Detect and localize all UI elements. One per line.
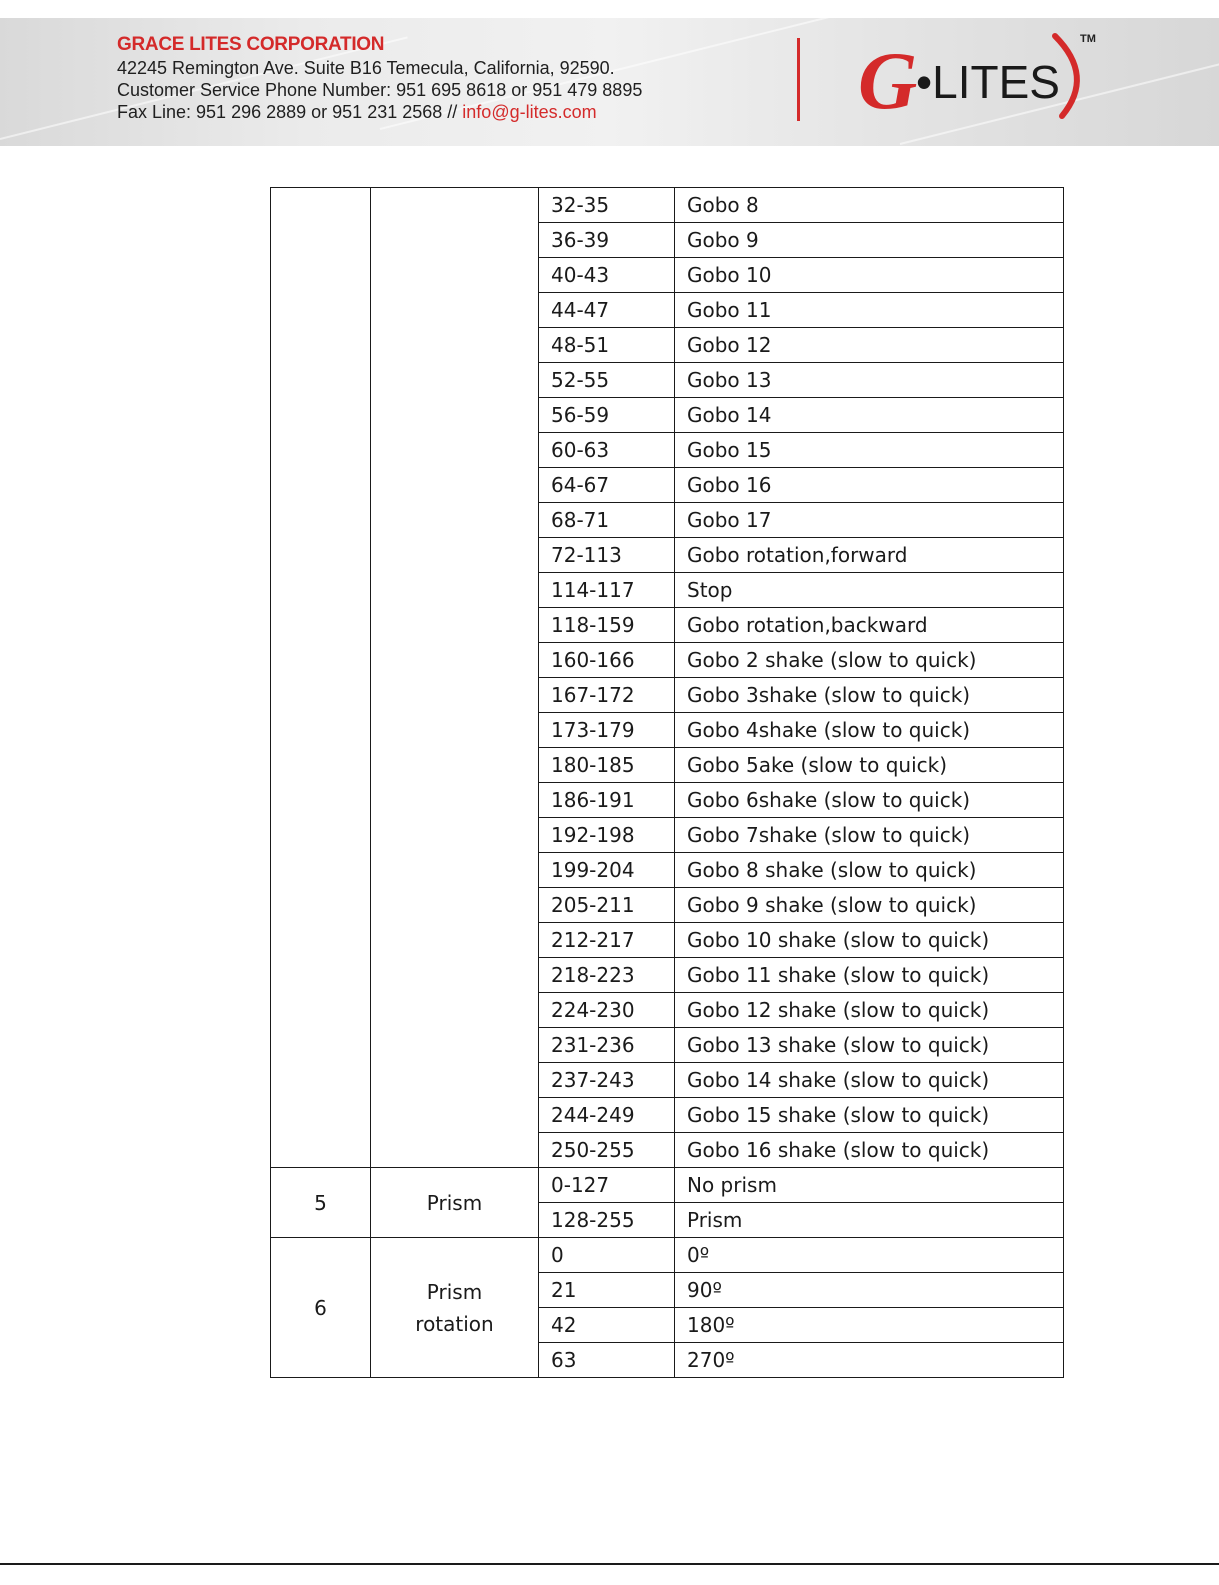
dmx-value-cell: 48-51	[539, 328, 675, 363]
dmx-value-cell: 167-172	[539, 678, 675, 713]
description-cell: Gobo 16	[675, 468, 1064, 503]
description-cell: Gobo 11 shake (slow to quick)	[675, 958, 1064, 993]
description-cell: Gobo 4shake (slow to quick)	[675, 713, 1064, 748]
dmx-value-cell: 128-255	[539, 1203, 675, 1238]
dmx-value-cell: 56-59	[539, 398, 675, 433]
table-row	[271, 1168, 1064, 1203]
dmx-channel-table	[270, 187, 1064, 1378]
dmx-value-cell: 199-204	[539, 853, 675, 888]
dmx-value-cell: 114-117	[539, 573, 675, 608]
description-cell: Gobo 13	[675, 363, 1064, 398]
dmx-value-cell: 180-185	[539, 748, 675, 783]
description-cell: Gobo 12 shake (slow to quick)	[675, 993, 1064, 1028]
description-cell: Gobo 10	[675, 258, 1064, 293]
description-cell: Gobo 12	[675, 328, 1064, 363]
letterhead	[0, 18, 1219, 146]
company-fax-line	[117, 102, 597, 123]
channel-number-cell: 6	[271, 1238, 371, 1378]
description-cell: Gobo 6shake (slow to quick)	[675, 783, 1064, 818]
company-address: 42245 Remington Ave. Suite B16 Temecula, California, 92590.	[117, 58, 615, 78]
dmx-value-cell: 224-230	[539, 993, 675, 1028]
description-cell: Gobo 5ake (slow to quick)	[675, 748, 1064, 783]
dmx-value-cell: 21	[539, 1273, 675, 1308]
g-lites-logo	[850, 24, 1110, 142]
function-label-line: Prism	[426, 1279, 483, 1304]
dmx-value-cell: 218-223	[539, 958, 675, 993]
dmx-value-cell: 32-35	[539, 188, 675, 223]
description-cell: 180º	[675, 1308, 1064, 1343]
logo-wordmark: •LITES	[916, 56, 1060, 108]
header-divider	[797, 38, 800, 121]
description-cell: 270º	[675, 1343, 1064, 1378]
description-cell: Prism	[675, 1203, 1064, 1238]
description-cell: No prism	[675, 1168, 1064, 1203]
table-row	[271, 1238, 1064, 1273]
dmx-value-cell: 44-47	[539, 293, 675, 328]
company-fax: Fax Line: 951 296 2889 or 951 231 2568 //	[117, 102, 458, 122]
description-cell: Gobo 9	[675, 223, 1064, 258]
description-cell: Gobo 13 shake (slow to quick)	[675, 1028, 1064, 1063]
dmx-value-cell: 237-243	[539, 1063, 675, 1098]
company-name: GRACE LITES CORPORATION	[117, 34, 385, 55]
description-cell: Gobo 2 shake (slow to quick)	[675, 643, 1064, 678]
function-cell	[371, 1238, 539, 1378]
dmx-value-cell: 212-217	[539, 923, 675, 958]
dmx-value-cell: 63	[539, 1343, 675, 1378]
dmx-value-cell: 173-179	[539, 713, 675, 748]
dmx-value-cell: 60-63	[539, 433, 675, 468]
channel-number-cell: 5	[271, 1168, 371, 1238]
dmx-value-cell: 42	[539, 1308, 675, 1343]
function-cell: Prism	[371, 1168, 539, 1238]
description-cell: Gobo 16 shake (slow to quick)	[675, 1133, 1064, 1168]
description-cell: Gobo 9 shake (slow to quick)	[675, 888, 1064, 923]
description-cell: Gobo 10 shake (slow to quick)	[675, 923, 1064, 958]
description-cell: Gobo 14	[675, 398, 1064, 433]
dmx-value-cell: 160-166	[539, 643, 675, 678]
description-cell: Gobo 15	[675, 433, 1064, 468]
dmx-value-cell: 68-71	[539, 503, 675, 538]
trademark-symbol: TM	[1080, 33, 1096, 45]
dmx-value-cell: 0	[539, 1238, 675, 1273]
dmx-value-cell: 0-127	[539, 1168, 675, 1203]
table-row	[271, 188, 1064, 223]
description-cell: Gobo rotation,forward	[675, 538, 1064, 573]
description-cell: Gobo 3shake (slow to quick)	[675, 678, 1064, 713]
dmx-value-cell: 186-191	[539, 783, 675, 818]
dmx-value-cell: 64-67	[539, 468, 675, 503]
channel-cell	[271, 188, 371, 1168]
dmx-value-cell: 40-43	[539, 258, 675, 293]
dmx-value-cell: 244-249	[539, 1098, 675, 1133]
page-bottom-rule	[0, 1563, 1219, 1565]
dmx-value-cell: 250-255	[539, 1133, 675, 1168]
description-cell: Gobo 17	[675, 503, 1064, 538]
description-cell: Stop	[675, 573, 1064, 608]
description-cell: Gobo 14 shake (slow to quick)	[675, 1063, 1064, 1098]
description-cell: Gobo 8 shake (slow to quick)	[675, 853, 1064, 888]
dmx-value-cell: 36-39	[539, 223, 675, 258]
dmx-value-cell: 205-211	[539, 888, 675, 923]
description-cell: Gobo 8	[675, 188, 1064, 223]
description-cell: 0º	[675, 1238, 1064, 1273]
dmx-value-cell: 52-55	[539, 363, 675, 398]
function-label-line: rotation	[415, 1311, 494, 1336]
dmx-value-cell: 118-159	[539, 608, 675, 643]
description-cell: Gobo 7shake (slow to quick)	[675, 818, 1064, 853]
company-email-link[interactable]: info@g-lites.com	[462, 102, 597, 122]
dmx-value-cell: 72-113	[539, 538, 675, 573]
dmx-value-cell: 231-236	[539, 1028, 675, 1063]
company-phone: Customer Service Phone Number: 951 695 8618 or 951 479 8895	[117, 80, 643, 100]
description-cell: Gobo 15 shake (slow to quick)	[675, 1098, 1064, 1133]
description-cell: Gobo 11	[675, 293, 1064, 328]
dmx-channel-table-body	[271, 188, 1064, 1378]
dmx-value-cell: 192-198	[539, 818, 675, 853]
description-cell: 90º	[675, 1273, 1064, 1308]
function-cell	[371, 188, 539, 1168]
description-cell: Gobo rotation,backward	[675, 608, 1064, 643]
logo-g-letter: G	[858, 35, 918, 126]
